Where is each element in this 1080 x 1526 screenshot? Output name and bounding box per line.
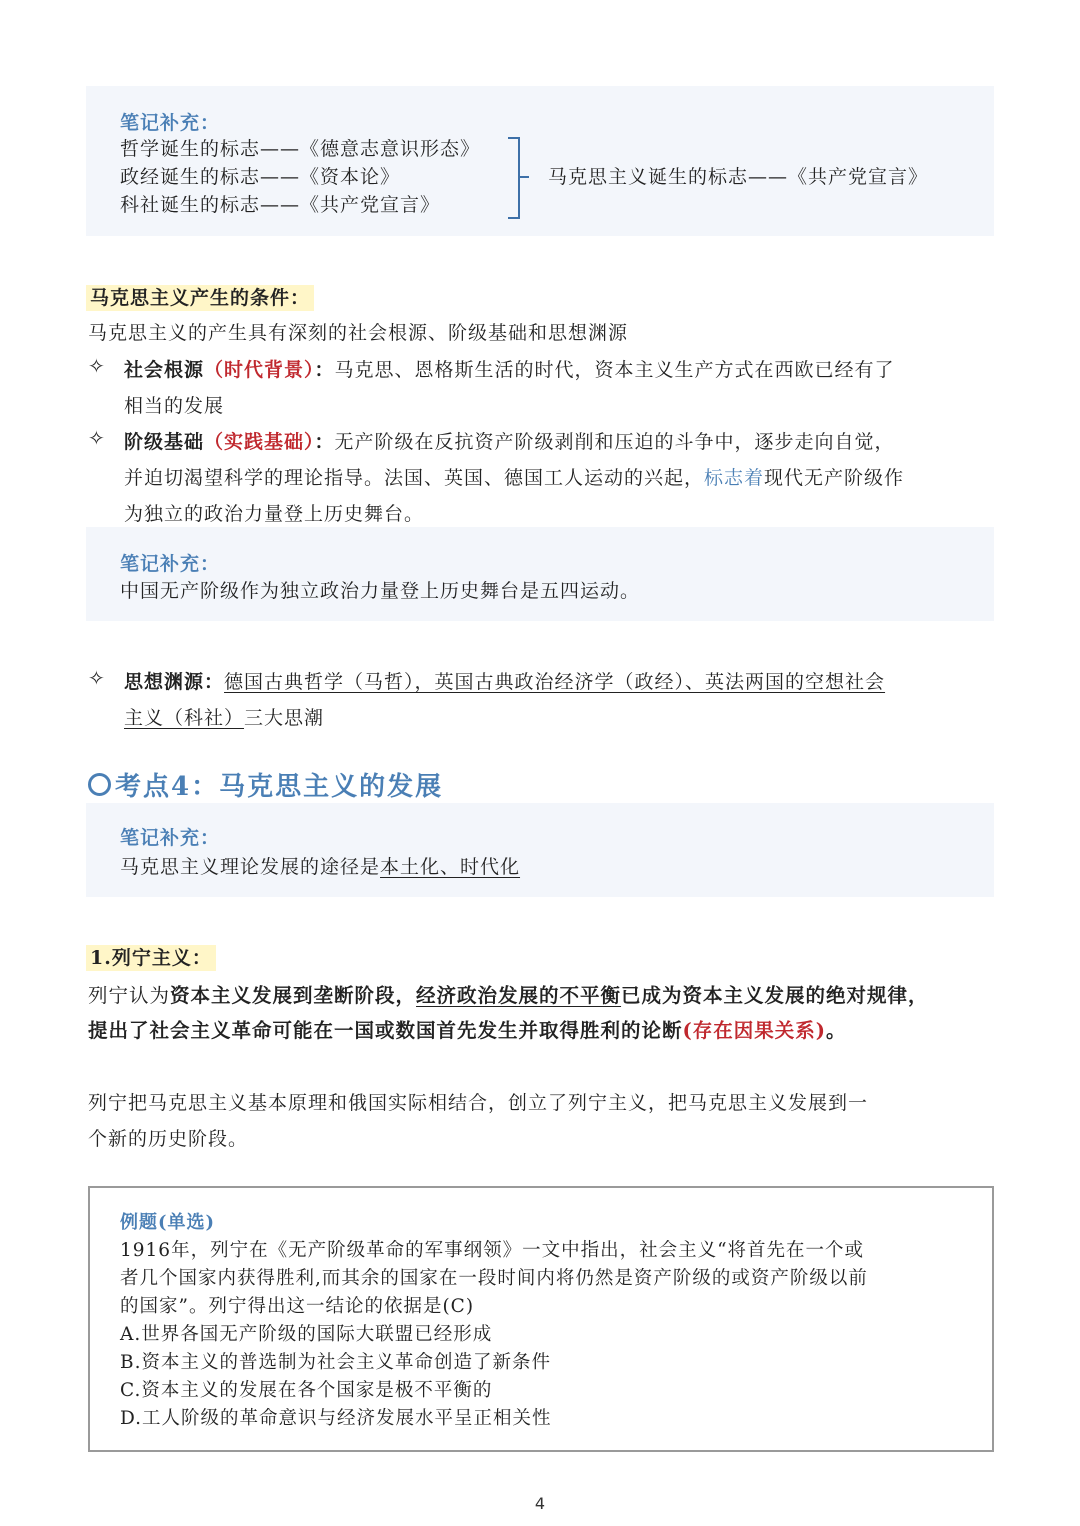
note-conclusion: 马克思主义诞生的标志——《共产党宣言》: [548, 166, 929, 188]
thought-source-line2: [124, 703, 324, 730]
leninism-p1-line1: [88, 980, 929, 1008]
diamond-bullet-icon: ✧: [88, 354, 105, 378]
thought-source-line1: [124, 667, 885, 694]
leninism-p1-e: 提出了社会主义革命可能在一国或数国首先发生并取得胜利的论断: [88, 1019, 683, 1042]
note-development-text-a: 马克思主义理论发展的途径是: [120, 856, 381, 878]
class-basis-tag: （实践基础）: [204, 431, 315, 453]
conditions-heading: [86, 283, 314, 310]
diamond-bullet-icon: ✧: [88, 426, 105, 450]
conditions-heading-text: 马克思主义产生的条件：: [86, 285, 314, 311]
note-title: 笔记补充：: [120, 112, 221, 134]
section-heading-text: 考点4：马克思主义的发展: [115, 772, 444, 802]
circle-icon: [88, 773, 111, 796]
conditions-intro: 马克思主义的产生具有深刻的社会根源、阶级基础和思想渊源: [88, 322, 629, 344]
diamond-bullet-icon: ✧: [88, 666, 105, 690]
leninism-heading: [86, 943, 216, 970]
class-basis-line3: 为独立的政治力量登上历史舞台。: [124, 503, 425, 525]
right-bracket-icon: [508, 137, 520, 219]
leninism-p2-line2: 个新的历史阶段。: [88, 1128, 249, 1150]
note-line-scientific-socialism: 科社诞生的标志——《共产党宣言》: [120, 194, 441, 216]
thought-source-text2a: 主义（科社）: [124, 707, 245, 729]
leninism-p1-b: 资本主义发展到垄断阶段，: [170, 984, 417, 1007]
class-basis-text2a: 并迫切渴望科学的理论指导。法国、英国、德国工人运动的兴起，: [124, 467, 705, 489]
example-option-c: C.资本主义的发展在各个国家是极不平衡的: [120, 1380, 493, 1401]
leninism-p2-line1: 列宁把马克思主义基本原理和俄国实际相结合，创立了列宁主义，把马克思主义发展到一: [88, 1092, 869, 1114]
note-may-fourth-text: 中国无产阶级作为独立政治力量登上历史舞台是五四运动。: [120, 580, 641, 602]
class-basis-text2c: 现代无产阶级作: [764, 467, 905, 489]
leninism-heading-text: 1.列宁主义：: [86, 945, 216, 971]
leninism-p1-d: 已成为资本主义发展的绝对规律，: [621, 984, 929, 1007]
social-root-line1: [124, 355, 895, 382]
example-stem-line1: 1916年，列宁在《无产阶级革命的军事纲领》一文中指出，社会主义“将首先在一个或: [120, 1240, 865, 1261]
section-heading: [88, 766, 443, 803]
example-stem-line3: 的国家”。列宁得出这一结论的依据是(C): [120, 1296, 475, 1317]
colon: ：: [314, 359, 335, 381]
leninism-p1-line2: [88, 1015, 846, 1043]
class-basis-text: 无产阶级在反抗资产阶级剥削和压迫的斗争中，逐步走向自觉，: [334, 431, 895, 453]
note-line-political-economy: 政经诞生的标志——《资本论》: [120, 166, 401, 188]
leninism-p1-g: 。: [825, 1019, 847, 1042]
note-box-may-fourth: [86, 527, 994, 621]
example-stem-line2: 者几个国家内获得胜利,而其余的国家在一段时间内将仍然是资产阶级的或资产阶级以前: [120, 1268, 868, 1289]
class-basis-label: 阶级基础: [124, 431, 205, 453]
class-basis-line2: [124, 463, 904, 490]
social-root-label: 社会根源: [124, 359, 205, 381]
note-title: 笔记补充：: [120, 553, 221, 575]
page-number: 4: [534, 1494, 546, 1513]
example-option-a: A.世界各国无产阶级的国际大联盟已经形成: [120, 1324, 493, 1345]
thought-source-text: 德国古典哲学（马哲），英国古典政治经济学（政经）、英法两国的空想社会: [224, 671, 886, 693]
leninism-p1-f: (存在因果关系): [682, 1019, 826, 1042]
social-root-line2: 相当的发展: [124, 395, 225, 417]
example-option-d: D.工人阶级的革命意识与经济发展水平呈正相关性: [120, 1408, 552, 1429]
note-box-development: [86, 803, 994, 897]
note-development-text: [120, 852, 520, 879]
social-root-text: 马克思、恩格斯生活的时代，资本主义生产方式在西欧已经有了: [334, 359, 895, 381]
colon: ：: [204, 671, 225, 693]
example-option-b: B.资本主义的普选制为社会主义革命创造了新条件: [120, 1352, 551, 1373]
social-root-tag: （时代背景）: [204, 359, 315, 381]
note-title: 笔记补充：: [120, 827, 221, 849]
thought-source-label: 思想渊源: [124, 671, 205, 693]
example-title: 例题(单选): [120, 1212, 216, 1233]
leninism-p1-a: 列宁认为: [88, 984, 171, 1007]
leninism-p1-c: 经济政治发展的不平衡: [416, 984, 622, 1007]
example-box: [88, 1186, 994, 1452]
thought-source-text2b: 三大思潮: [244, 707, 325, 729]
class-basis-highlight: 标志着: [704, 467, 765, 489]
class-basis-line1: [124, 427, 895, 454]
note-line-philosophy: 哲学诞生的标志——《德意志意识形态》: [120, 138, 481, 160]
colon: ：: [314, 431, 335, 453]
bracket-tick: [519, 176, 529, 178]
note-development-text-b: 本土化、时代化: [380, 856, 521, 878]
